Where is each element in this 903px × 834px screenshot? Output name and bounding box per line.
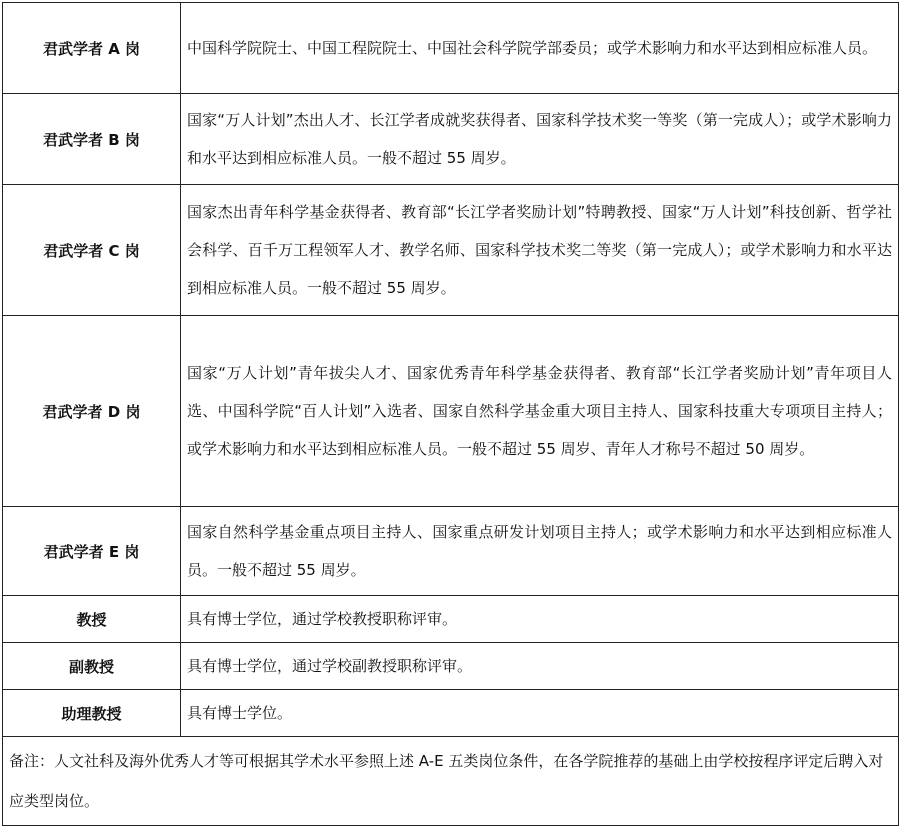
table-row xyxy=(3,643,899,690)
position-requirement: 具有博士学位。 xyxy=(181,690,899,737)
table-row xyxy=(3,596,899,643)
position-title: 君武学者 C 岗 xyxy=(3,185,181,316)
position-requirement: 国家自然科学基金重点项目主持人、国家重点研发计划项目主持人；或学术影响力和水平达到相应标准人员。一般不超过 55 周岁。 xyxy=(181,507,899,596)
position-requirement: 具有博士学位，通过学校教授职称评审。 xyxy=(181,596,899,643)
position-title: 君武学者 E 岗 xyxy=(3,507,181,596)
position-title: 助理教授 xyxy=(3,690,181,737)
table-row xyxy=(3,3,899,94)
table-row xyxy=(3,690,899,737)
position-title: 君武学者 B 岗 xyxy=(3,94,181,185)
position-criteria-table xyxy=(2,2,899,826)
position-title: 教授 xyxy=(3,596,181,643)
table-row xyxy=(3,185,899,316)
position-requirement: 具有博士学位，通过学校副教授职称评审。 xyxy=(181,643,899,690)
remarks-note: 备注：人文社科及海外优秀人才等可根据其学术水平参照上述 A-E 五类岗位条件，在各学院推荐的基础上由学校按程序评定后聘入对应类型岗位。 xyxy=(3,737,899,826)
table-row xyxy=(3,316,899,507)
position-title: 君武学者 A 岗 xyxy=(3,3,181,94)
table-row xyxy=(3,507,899,596)
position-requirement: 国家“万人计划”青年拔尖人才、国家优秀青年科学基金获得者、教育部“长江学者奖励计划”青年项目人选、中国科学院“百人计划”入选者、国家自然科学基金重大项目主持人、国家科技重大专项项目主持人；或学术影响力和水平达到相应标准人员。一般不超过 55 周岁、青年人才称号不超过 50 周岁。 xyxy=(181,316,899,507)
position-requirement: 国家“万人计划”杰出人才、长江学者成就奖获得者、国家科学技术奖一等奖（第一完成人）；或学术影响力和水平达到相应标准人员。一般不超过 55 周岁。 xyxy=(181,94,899,185)
position-title: 副教授 xyxy=(3,643,181,690)
table-row xyxy=(3,94,899,185)
note-row xyxy=(3,737,899,826)
position-requirement: 中国科学院院士、中国工程院院士、中国社会科学院学部委员；或学术影响力和水平达到相应标准人员。 xyxy=(181,3,899,94)
position-requirement: 国家杰出青年科学基金获得者、教育部“长江学者奖励计划”特聘教授、国家“万人计划”科技创新、哲学社会科学、百千万工程领军人才、教学名师、国家科学技术奖二等奖（第一完成人）；或学术影响力和水平达到相应标准人员。一般不超过 55 周岁。 xyxy=(181,185,899,316)
position-title: 君武学者 D 岗 xyxy=(3,316,181,507)
